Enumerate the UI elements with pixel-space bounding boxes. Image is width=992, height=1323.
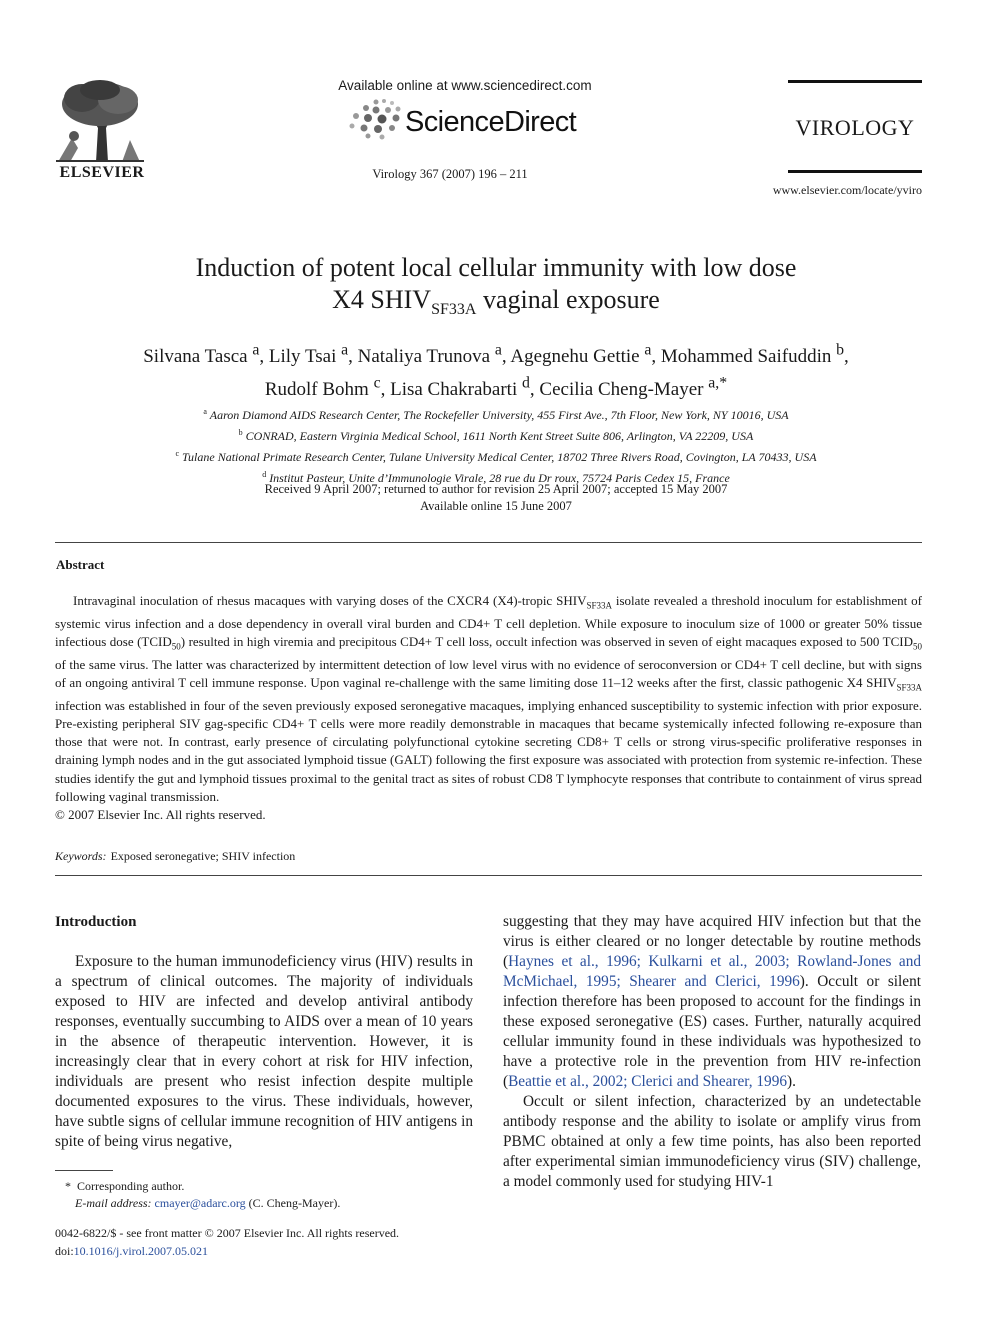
sciencedirect-wordmark: ScienceDirect — [405, 106, 577, 138]
body-paragraph: suggesting that they may have acquired HIV infection but that the virus is either cleared or no longer detectable by routine methods (Haynes et al., 1996; Kulkarni et al., 2003; Rowland-Jones and McMichael, 1995; Shearer and Clerici, 1996). Occult or silent infection therefore has been proposed to account for the findings in these exposed seronegative (ES) cases. Further, naturally acquired cellular immunity found in these individuals was hypothesized to have a protective role in the prevention from HIV re-infection (Beattie et al., 2002; Clerici and Shearer, 1996). — [503, 913, 921, 1090]
front-matter — [55, 1224, 473, 1260]
author: Nataliya Trunova $^a$, — [357, 342, 511, 368]
author: Agegnehu Gettie $^a$, — [510, 342, 661, 368]
footnote — [55, 1178, 473, 1212]
author: Silvana Tasca $^a$, — [143, 342, 269, 368]
title-subscript: SF33A — [431, 301, 477, 319]
available-date: Available online 15 June 2007 — [420, 499, 572, 513]
author: Lisa Chakrabarti $^d$, — [390, 374, 540, 400]
author: Lily Tsai $^a$, — [268, 342, 358, 368]
citation-link[interactable]: Beattie et al., 2002; Clerici and Shearer, 1996 — [508, 1073, 788, 1090]
title-line-2 — [60, 284, 932, 326]
article-title — [60, 252, 932, 326]
abstract-heading: Abstract — [56, 557, 105, 572]
journal-citation: Virology 367 (2007) 196 – 211 — [372, 167, 528, 181]
keywords-list: Exposed seronegative; SHIV infection — [110, 849, 296, 863]
copyright-notice: © 2007 Elsevier Inc. All rights reserved. — [55, 807, 266, 823]
title-line-1: Induction of potent local cellular immunity with low dose — [195, 253, 797, 282]
author: Rudolf Bohm $^c$, — [264, 374, 391, 400]
abstract-divider — [55, 542, 922, 543]
email-note: E-mail address: cmayer@adarc.org (C. Cheng-Mayer). — [75, 1196, 341, 1210]
affiliation: $^c$ Tulane National Primate Research Center, Tulane University Medical Center, 18702 Three Rivers Road, Covington, LA 70433, USA — [175, 449, 817, 464]
abstract-body — [55, 592, 922, 824]
article-dates — [60, 481, 932, 515]
author: Mohammed Saifuddin $^b$, — [660, 342, 849, 368]
sciencedirect-dots-icon — [346, 98, 406, 140]
keywords-divider — [55, 875, 922, 876]
title-text: X4 SHIV — [332, 285, 432, 314]
author-list — [60, 338, 932, 403]
affiliation: $^a$ Aaron Diamond AIDS Research Center, The Rockefeller University, 455 First Ave., 7th Floor, New York, NY 10016, USA — [203, 407, 789, 422]
email-link[interactable]: cmayer@adarc.org — [154, 1196, 246, 1210]
journal-url: www.elsevier.com/locate/yviro — [772, 183, 922, 197]
issn-line: 0042-6822/$ - see front matter © 2007 Elsevier Inc. All rights reserved. — [55, 1226, 400, 1240]
abstract-paragraph: Intravaginal inoculation of rhesus macaques with varying doses of the CXCR4 (X4)-tropic $SHIV_{SF33A}$ isolate revealed a threshold inoculum for establishment of systemic virus infection and a dose dependency in overall viral burden and CD4+ T cell depletion. While exposure to inoculum size of 1000 or greater 50% tissue infectious dose $(TCID_{50})$ resulted in high viremia and precipitous CD4+ T cell loss, occult infection was observed in seven of eight macaques exposed to 500 $TCID_{50}$ of the same virus. The latter was characterized by intermittent detection of low level virus with no evidence of seroconversion or CD4+ T cell decline, but with signs of an ongoing antiviral T cell immune response. Upon vaginal re-challenge with the same limiting dose 11–12 weeks after the first, classic pathogenic X4 $SHIV_{SF33A}$ infection was established in four of the seven previously exposed seronegative macaques, implying enhanced susceptibility to systemic infection with prior exposure. Pre-existing peripheral SIV gag-specific CD4+ T cells were more readily demonstrable in macaques that became systemically infected following re-exposure than those that were not. In contrast, early presence of circulating polyfunctional cytokine secreting CD8+ T cells or strong virus-specific proliferative responses in draining lymph nodes and in the gut associated lymphoid tissue (GALT) following the first exposure was associated with protection from systemic re-infection. These studies identify the gut and lymphoid tissues proximal to the genital tract as sites of robust CD8 T lymphocyte responses that contribute to containment of virus spread following vaginal transmission. — [55, 593, 922, 804]
keywords-label: Keywords: — [55, 849, 107, 863]
doi-line: doi:10.1016/j.virol.2007.05.021 — [55, 1244, 209, 1258]
body-paragraph: Exposure to the human immunodeficiency virus (HIV) results in a spectrum of clinical outcomes. The majority of individuals exposed to HIV are infected and develop antiviral antibody responses, eventually succumbing to AIDS over a mean of 10 years in the absence of therapeutic intervention. However, it is increasingly clear that in every cohort at risk for HIV infection, individuals are present who resist infection despite multiple documented exposures to the virus. These individuals, however, have subtle signs of cellular immune recognition of HIV antigens in spite of being virus negative, — [55, 953, 473, 1150]
elsevier-tree-logo — [52, 78, 148, 164]
body-paragraph: Occult or silent infection, characterized by an undetectable antibody response and the ability to isolate or amplify virus from PBMC obtained at only a few time points, has also been reported after experimental simian immunodeficiency virus (SIV) challenge, a model commonly used for studying HIV-1 — [503, 1093, 921, 1190]
body-column-left — [55, 912, 473, 1152]
available-online-text: Available online at www.sciencedirect.com — [338, 78, 592, 93]
journal-rule-bottom — [788, 170, 922, 173]
journal-rule-top — [788, 80, 922, 83]
citation-link[interactable]: Haynes et al., 1996; Kulkarni et al., 2003; Rowland-Jones and McMichael, 1995; Shearer and Clerici, 1996 — [503, 953, 921, 990]
journal-name: VIROLOGY — [795, 115, 915, 140]
author-corresponding: Cecilia Cheng-Mayer $^{a,*}$ — [539, 374, 728, 400]
title-text: vaginal exposure — [476, 285, 660, 314]
footnote-divider — [55, 1170, 113, 1171]
received-dates: Received 9 April 2007; returned to author for revision 25 April 2007; accepted 15 May 2007 — [264, 482, 728, 496]
body-column-right — [503, 912, 921, 1192]
affiliation: $^b$ CONRAD, Eastern Virginia Medical School, 1611 North Kent Street Suite 806, Arlington, VA 22209, USA — [238, 428, 754, 443]
corresponding-author-note: * Corresponding author. — [65, 1179, 185, 1193]
keywords — [55, 849, 922, 864]
affiliation: $^d$ Institut Pasteur, Unite d’Immunologie Virale, 28 rue du Dr roux, 75724 Paris Cedex 15, France — [262, 470, 730, 485]
section-heading-introduction: Introduction — [55, 914, 137, 930]
doi-link[interactable]: 10.1016/j.virol.2007.05.021 — [73, 1244, 209, 1258]
publisher-name: ELSEVIER — [59, 164, 145, 181]
affiliations — [60, 403, 932, 487]
